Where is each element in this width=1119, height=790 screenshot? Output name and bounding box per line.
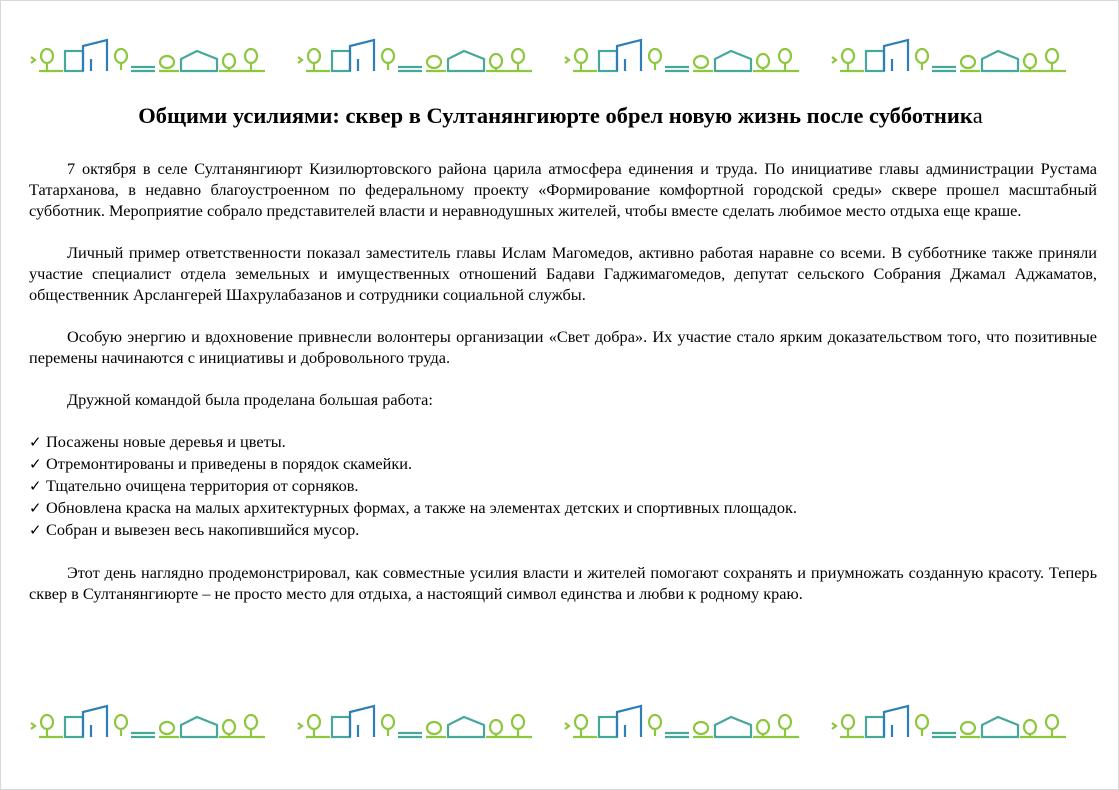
check-mark-icon: ✓ <box>29 433 42 451</box>
checklist-item <box>29 497 1097 519</box>
top-decorative-banner <box>29 37 1097 77</box>
town-skyline-border-icon <box>29 703 1097 743</box>
checklist-item <box>29 431 1097 453</box>
skyline-motif-group <box>31 40 1066 71</box>
checklist-item <box>29 475 1097 497</box>
article-title-main: Общими усилиями: сквер в Султанянгиюрте обрел новую жизнь после субботник <box>138 103 973 128</box>
paragraph-intro: 7 октября в селе Султанянгиюрт Кизилюртовского района царила атмосфера единения и труда. По инициативе главы администрации Рустама Татарханова, в недавно благоустроенном по федеральному проекту «Формирование комфортной городской среды» сквере прошел масштабный субботник. Мероприятие собрало представителей власти и неравнодушных жителей, чтобы вместе сделать любимое место отдыха еще краше. <box>29 159 1097 220</box>
check-mark-icon: ✓ <box>29 477 42 495</box>
check-mark-icon: ✓ <box>29 521 42 539</box>
paragraph-work-intro: Дружной командой была проделана большая работа: <box>67 390 433 409</box>
article-body <box>29 158 1097 625</box>
check-mark-icon: ✓ <box>29 499 42 517</box>
article-title <box>1 101 1119 131</box>
checklist-item-text: Тщательно очищена территория от сорняков. <box>46 476 359 495</box>
bottom-decorative-banner <box>29 703 1097 743</box>
checklist-item-text: Посажены новые деревья и цветы. <box>46 432 286 451</box>
checklist-item <box>29 519 1097 541</box>
skyline-motif-group <box>31 706 1066 737</box>
article-title-tail: а <box>972 103 983 128</box>
town-skyline-border-icon <box>29 37 1097 77</box>
checklist-item-text: Обновлена краска на малых архитектурных формах, а также на элементах детских и спортивных площадок. <box>46 498 797 517</box>
checklist-item <box>29 453 1097 475</box>
paragraph-volunteers: Особую энергию и вдохновение привнесли волонтеры организации «Свет добра». Их участие стало ярким доказательством того, что позитивные перемены начинаются с инициативы и добровольного труда. <box>29 327 1097 367</box>
work-checklist <box>29 431 1097 541</box>
paragraph-participants: Личный пример ответственности показал заместитель главы Ислам Магомедов, активно работая наравне со всеми. В субботнике также приняли участие специалист отдела земельных и имущественных отношений Бадави Гаджимагомедов, депутат сельского Собрания Джамал Аджаматов, общественник Арслангерей Шахрулабазанов и сотрудники социальной службы. <box>29 243 1097 304</box>
checklist-item-text: Собран и вывезен весь накопившийся мусор. <box>46 520 360 539</box>
check-mark-icon: ✓ <box>29 455 42 473</box>
paragraph-closing: Этот день наглядно продемонстрировал, как совместные усилия власти и жителей помогают сохранять и приумножать созданную красоту. Теперь сквер в Султанянгиюрте – не просто место для отдыха, а настоящий символ единства и любви к родному краю. <box>29 563 1097 603</box>
checklist-item-text: Отремонтированы и приведены в порядок скамейки. <box>46 454 413 473</box>
